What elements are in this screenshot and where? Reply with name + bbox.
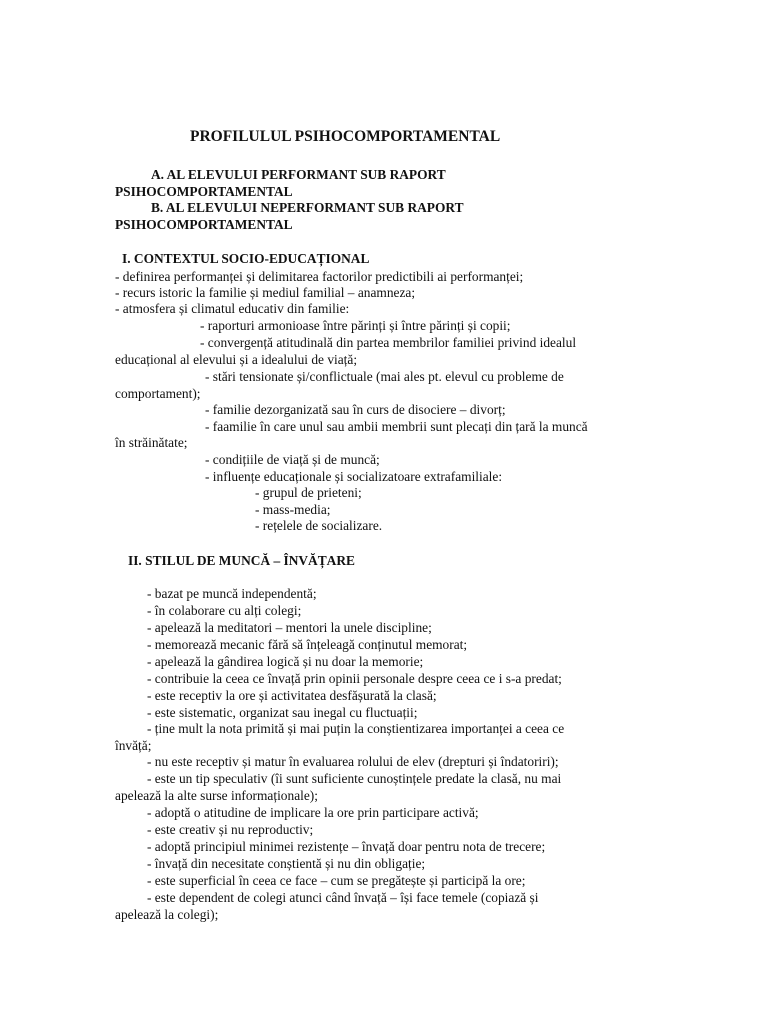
section2-line: - în colaborare cu alți colegi; bbox=[147, 603, 302, 618]
section2-line: - este receptiv la ore și activitatea desfășurată la clasă; bbox=[147, 688, 437, 703]
section2-line: - nu este receptiv și matur în evaluarea rolului de elev (drepturi și îndatoriri); bbox=[147, 754, 559, 769]
section2-line: - memorează mecanic fără să înțeleagă conținutul memorat; bbox=[147, 637, 468, 652]
section1-line: - rețelele de socializare. bbox=[255, 518, 383, 533]
section1-line: - familie dezorganizată sau în curs de disociere – divorț; bbox=[205, 402, 506, 417]
section-heading-context: I. CONTEXTUL SOCIO-EDUCAȚIONAL bbox=[122, 251, 370, 266]
subtitle-a-line-1: A. AL ELEVULUI PERFORMANT SUB RAPORT bbox=[151, 167, 446, 182]
section1-line: - influențe educaționale și socializatoare extrafamiliale: bbox=[205, 469, 503, 484]
section1-line: - grupul de prieteni; bbox=[255, 485, 362, 500]
section2-line: - bazat pe muncă independentă; bbox=[147, 586, 317, 601]
section2-line: - este creativ și nu reproductiv; bbox=[147, 822, 314, 837]
section2-line: - este superficial în ceea ce face – cum se pregătește și participă la ore; bbox=[147, 873, 526, 888]
section2-line: - adoptă principiul minimei rezistențe – învață doar pentru nota de trecere; bbox=[147, 839, 546, 854]
section2-line: - învață din necesitate conștientă și nu din obligație; bbox=[147, 856, 426, 871]
section2-line: - ține mult la nota primită și mai puțin la conștientizarea importanței a ceea ce bbox=[147, 721, 565, 736]
section1-line: în străinătate; bbox=[115, 435, 188, 450]
section2-line: - contribuie la ceea ce învață prin opinii personale despre ceea ce i s-a predat; bbox=[147, 671, 562, 686]
document-title: PROFILULUL PSIHOCOMPORTAMENTAL bbox=[190, 128, 501, 145]
section2-line: - este dependent de colegi atunci când învață – își face temele (copiază și bbox=[147, 890, 539, 905]
section1-line: - atmosfera și climatul educativ din familie: bbox=[115, 301, 350, 316]
subtitle-b-line-2: PSIHOCOMPORTAMENTAL bbox=[115, 217, 293, 232]
section2-line: apelează la alte surse informaționale); bbox=[115, 788, 318, 803]
section2-line: - apelează la meditatori – mentori la unele discipline; bbox=[147, 620, 432, 635]
section2-line: învăță; bbox=[115, 738, 152, 753]
section1-line: - raporturi armonioase între părinți și între părinți și copii; bbox=[200, 318, 511, 333]
section2-line: - este sistematic, organizat sau inegal cu fluctuații; bbox=[147, 705, 418, 720]
section1-line: - recurs istoric la familie și mediul familial – anamneza; bbox=[115, 285, 416, 300]
section1-line: - stări tensionate și/conflictuale (mai ales pt. elevul cu probleme de bbox=[205, 369, 564, 384]
subtitle-a-line-2: PSIHOCOMPORTAMENTAL bbox=[115, 184, 293, 199]
section1-line: educațional al elevului și a idealului de viață; bbox=[115, 352, 358, 367]
subtitle-b-line-1: B. AL ELEVULUI NEPERFORMANT SUB RAPORT bbox=[151, 200, 464, 215]
section2-line: - adoptă o atitudine de implicare la ore prin participare activă; bbox=[147, 805, 479, 820]
section1-line: - mass-media; bbox=[255, 502, 331, 517]
section-heading-work-style: II. STILUL DE MUNCĂ – ÎNVĂȚARE bbox=[128, 553, 355, 568]
section1-line: - condițiile de viață și de muncă; bbox=[205, 452, 380, 467]
section1-line: - convergență atitudinală din partea membrilor familiei privind idealul bbox=[200, 335, 577, 350]
section1-line: - definirea performanței și delimitarea factorilor predictibili ai performanței; bbox=[115, 269, 524, 284]
section1-line: - faamilie în care unul sau ambii membrii sunt plecați din țară la muncă bbox=[205, 419, 588, 434]
section2-line: - apelează la gândirea logică și nu doar la memorie; bbox=[147, 654, 424, 669]
section2-line: - este un tip speculativ (îi sunt suficiente cunoștințele predate la clasă, nu mai bbox=[147, 771, 562, 786]
section2-line: apelează la colegi); bbox=[115, 907, 219, 922]
section1-line: comportament); bbox=[115, 386, 201, 401]
